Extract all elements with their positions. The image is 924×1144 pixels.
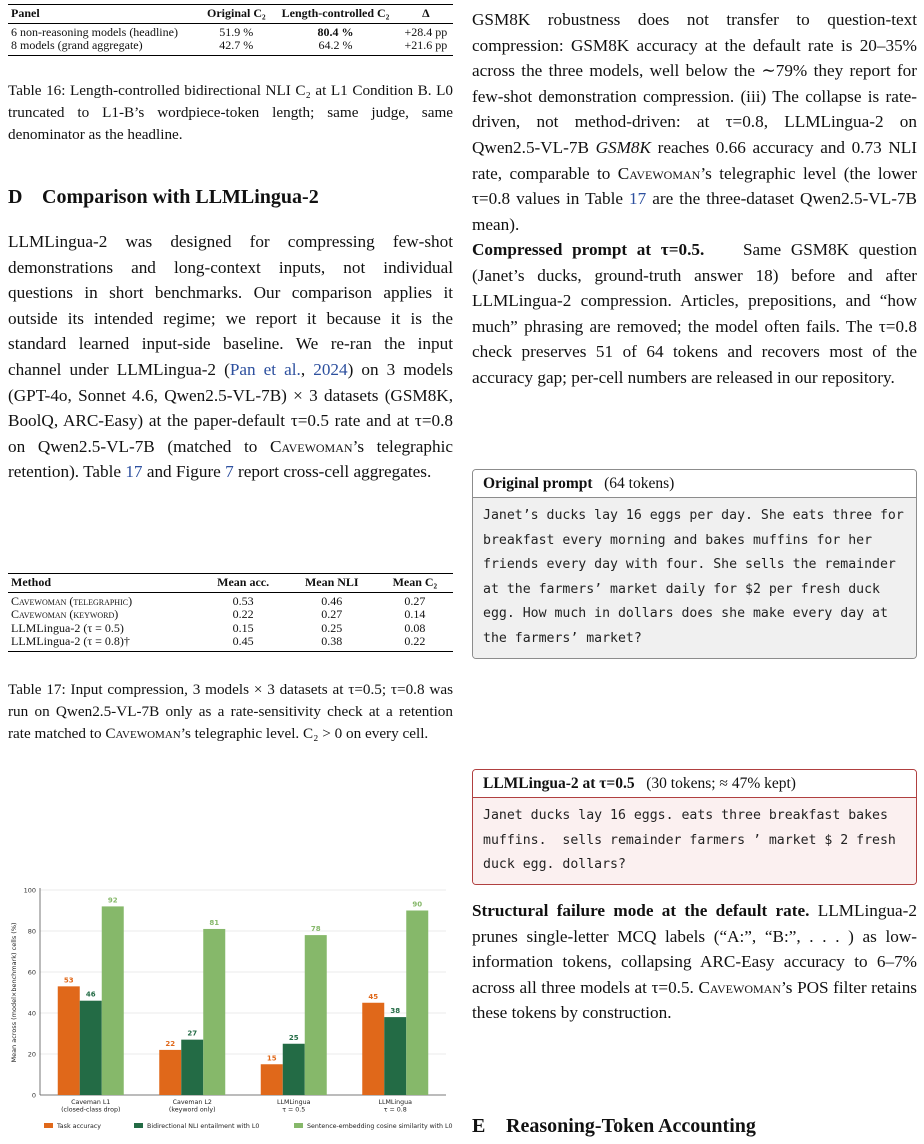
table17-header-acc: Mean acc. xyxy=(199,574,286,593)
section-d-heading xyxy=(8,184,319,210)
rate-paragraph xyxy=(472,7,917,237)
table-row xyxy=(8,592,453,608)
table17-cell: 0.15 xyxy=(232,620,254,635)
section-d-paragraph xyxy=(8,229,453,485)
table17-header-c2: Mean C₂ xyxy=(377,574,453,593)
table-17-ref-link[interactable]: 17 xyxy=(629,189,647,209)
bar xyxy=(362,1003,384,1095)
paragraph-text: ’s telegraphic retention). Table xyxy=(8,436,454,482)
y-tick-label: 40 xyxy=(27,1009,36,1018)
table16-cell: 51.9 % xyxy=(219,24,254,39)
compressed-prompt-text: Janet ducks lay 16 eggs. eats three breakfast bakes muffins. sells remainder farmers ’ market $ 2 fresh duck egg. dollars? xyxy=(473,798,916,884)
original-prompt-header xyxy=(473,470,916,498)
table16-cell: 6 non-reasoning models (headline) xyxy=(11,24,178,39)
table17-cell: 0.22 xyxy=(232,607,254,621)
bar-value-label: 53 xyxy=(63,976,74,985)
table16-header-original: Original C₂ xyxy=(200,5,272,24)
bar-value-label: 27 xyxy=(187,1029,198,1038)
table16-cell: 8 models (grand aggregate) xyxy=(8,39,200,55)
table17-cell: LLMLingua-2 (τ = 0.5) xyxy=(11,620,124,635)
table-row xyxy=(8,23,453,39)
table17-cell: 0.14 xyxy=(404,607,426,621)
bar xyxy=(102,906,124,1095)
table-row xyxy=(8,39,453,55)
bar xyxy=(283,1044,305,1095)
paragraph-text: ) on 3 models (GPT-4o, Sonnet 4.6, Qwen2.5-VL-7B) × 3 datasets (GSM8K, BoolQ, ARC-Easy) at the paper-default τ=0.5 rate and at τ=0.8 on Qwen2.5-VL-7B (matched to xyxy=(8,359,453,456)
legend-swatch xyxy=(294,1123,303,1128)
table16-header-length-controlled: Length-controlled C₂ xyxy=(272,5,398,24)
legend-swatch xyxy=(44,1123,53,1128)
bar xyxy=(80,1001,102,1095)
table17-cell: Cavewoman (telegraphic) xyxy=(11,593,133,608)
bar xyxy=(58,986,80,1095)
bar-value-label: 38 xyxy=(390,1007,401,1016)
table17-cell: 0.38 xyxy=(287,635,377,651)
caption-text: Table 17: Input compression, 3 models × 3 datasets at τ=0.5; τ=0.8 was run on Qwen2.5-VL-7B only as a rate-sensitivity check at a retention rate matched to xyxy=(8,681,453,743)
bar xyxy=(384,1017,406,1095)
original-prompt-text: Janet’s ducks lay 16 eggs per day. She eats three for breakfast every morning and bakes muffins for her friends every day with four. She sells the remainder at the farmers’ market daily for $2 per fresh duck egg. How much in dollars does she make every day at the farmers’ market? xyxy=(473,498,916,658)
x-tick-label: τ = 0.8 xyxy=(383,1106,407,1114)
paragraph-text: report cross-cell aggregates. xyxy=(233,462,432,482)
x-tick-label: Caveman L1 xyxy=(71,1099,111,1106)
box-title: LLMLingua-2 at τ=0.5 xyxy=(483,775,635,792)
x-tick-label: LLMLingua xyxy=(276,1099,311,1106)
table-row xyxy=(8,622,453,636)
table17-cell: 0.25 xyxy=(321,620,343,635)
table16-cell: 80.4 % xyxy=(317,24,354,39)
table-row xyxy=(8,635,453,651)
section-e-number: E xyxy=(472,1115,486,1137)
figure-7-bar-chart xyxy=(8,870,453,1140)
x-tick-label: τ = 0.5 xyxy=(282,1106,306,1114)
gsm8k-italic: GSM8K xyxy=(595,137,651,157)
section-e-heading xyxy=(472,1113,756,1139)
structural-failure-paragraph xyxy=(472,898,917,1026)
section-d-number: D xyxy=(8,186,23,208)
table16-caption: Table 16: Length-controlled bidirectional NLI C₂ at L1 Condition B. L0 truncated to L1-B’s wordpiece-token length; same judge, same denominator as the headline. xyxy=(8,82,453,144)
legend-label: Task accuracy xyxy=(57,1123,102,1130)
table17-header-nli: Mean NLI xyxy=(287,574,377,593)
bar xyxy=(261,1064,283,1095)
paragraph-heading: Structural failure mode at the default rate. xyxy=(472,901,810,920)
table16-header-panel: Panel xyxy=(8,5,200,24)
legend-label: Sentence-embedding cosine similarity with L0 xyxy=(307,1123,453,1130)
section-e-title: Reasoning-Token Accounting xyxy=(506,1115,756,1137)
paragraph-text: and Figure xyxy=(142,462,226,482)
citation-year-link[interactable]: 2024 xyxy=(313,359,348,379)
table17-cell: 0.53 xyxy=(232,593,254,608)
bar-value-label: 90 xyxy=(412,900,423,909)
cavewoman-name: Cavewoman xyxy=(617,163,701,183)
bar-value-label: 25 xyxy=(288,1033,299,1042)
paragraph-text: ’s POS filter retains these tokens by construction. xyxy=(472,977,917,1023)
table16-cell: 64.2 % xyxy=(272,39,398,55)
compressed-prompt-box xyxy=(472,769,917,885)
box-token-count: (30 tokens; ≈ 47% kept) xyxy=(646,775,796,792)
cavewoman-name: Cavewoman xyxy=(698,977,782,997)
x-tick-label: Caveman L2 xyxy=(172,1099,212,1106)
compressed-prompt-paragraph xyxy=(472,237,917,391)
section-d-title: Comparison with LLMLingua-2 xyxy=(42,186,319,208)
y-tick-label: 0 xyxy=(31,1091,36,1100)
paragraph-text: reaches 0.66 accuracy and 0.73 NLI rate, comparable to xyxy=(472,137,917,183)
y-tick-label: 80 xyxy=(27,927,36,936)
paragraph-text: Same GSM8K question (Janet’s ducks, ground-truth answer 18) before and after LLMLingua-2 compression. Articles, prepositions, and “how much” phrasing are removed; the model often fails. The τ=0.8 check preserves 51 of 64 tokens and recovers most of the accuracy gap; per-cell numbers are released in our repository. xyxy=(472,240,918,387)
cavewoman-name: Cavewoman xyxy=(269,436,353,456)
bar-value-label: 22 xyxy=(165,1039,176,1048)
paragraph-text: LLMLingua-2 was designed for compressing few-shot demonstrations and long-context inputs, not individual questions in short benchmarks. Our comparison applies it outside its intended regime; we report it because it is the standard learned input-side baseline. We re-ran the input channel under LLMLingua-2 ( xyxy=(8,232,453,379)
table-17 xyxy=(8,573,453,652)
x-tick-label: (keyword only) xyxy=(168,1106,216,1114)
compressed-prompt-header xyxy=(473,770,916,798)
legend-swatch xyxy=(134,1123,143,1128)
table-17-ref-link[interactable]: 17 xyxy=(125,462,143,482)
paragraph-heading: Compressed prompt at τ=0.5. xyxy=(472,240,705,259)
table17-cell: 0.46 xyxy=(321,593,343,608)
y-tick-label: 20 xyxy=(27,1050,36,1059)
bar xyxy=(159,1050,181,1095)
x-tick-label: LLMLingua xyxy=(378,1099,413,1106)
table16-header-delta: Δ xyxy=(399,5,453,24)
box-token-count: (64 tokens) xyxy=(604,475,675,492)
bar-value-label: 92 xyxy=(107,896,118,905)
paragraph-text: ’s telegraphic level (the lower τ=0.8 values in Table xyxy=(472,163,917,209)
legend-label: Bidirectional NLI entailment with L0 xyxy=(147,1123,260,1130)
bar-value-label: 15 xyxy=(266,1054,277,1063)
table17-caption xyxy=(8,679,453,746)
bar-value-label: 78 xyxy=(310,925,321,934)
table-16 xyxy=(8,4,453,56)
paragraph-text: GSM8K robustness does not transfer to question-text compression: GSM8K accuracy at the default rate is 20–35% across the three models, well below the ∼79% they report for few-shot demonstration compression. (iii) The collapse is rate-driven, not method-driven: at τ=0.8, LLMLingua-2 on Qwen2.5-VL-7B xyxy=(472,10,917,157)
box-title: Original prompt xyxy=(483,475,593,492)
citation-link[interactable]: Pan et al. xyxy=(229,359,301,379)
caption-text: ’s telegraphic level. C₂ > 0 on every cell. xyxy=(180,725,429,743)
y-axis-label: Mean across (model×benchmark) cells (%) xyxy=(10,922,18,1063)
bar xyxy=(181,1040,203,1095)
original-prompt-box xyxy=(472,469,917,659)
bar-value-label: 45 xyxy=(368,992,379,1001)
bar xyxy=(305,935,327,1095)
table17-cell: 0.08 xyxy=(404,620,426,635)
bar xyxy=(203,929,225,1095)
paragraph-text: , xyxy=(300,359,314,379)
paragraph-text: are the three-dataset Qwen2.5-VL-7B mean). xyxy=(472,189,917,234)
table17-cell: 0.27 xyxy=(404,593,426,608)
y-tick-label: 100 xyxy=(23,886,36,895)
x-tick-label: (closed-class drop) xyxy=(61,1106,121,1114)
table16-cell: +28.4 pp xyxy=(404,24,448,39)
table16-cell: +21.6 pp xyxy=(399,39,453,55)
table17-header-method: Method xyxy=(8,574,199,593)
table17-cell: 0.22 xyxy=(377,635,453,651)
paragraph-text: LLMLingua-2 prunes single-letter MCQ labels (“A:”, “B:”, . . . ) as low-information tokens, collapsing ARC-Easy accuracy to 6–7% across all three models at τ=0.5. xyxy=(472,901,917,997)
table17-cell: 0.27 xyxy=(321,607,343,621)
figure-7-ref-link[interactable]: 7 xyxy=(225,462,234,482)
table16-cell: 42.7 % xyxy=(200,39,272,55)
table-row xyxy=(8,608,453,622)
bar-value-label: 46 xyxy=(85,990,96,999)
table17-cell: Cavewoman (keyword) xyxy=(11,607,119,621)
bar-value-label: 81 xyxy=(209,918,220,927)
bar xyxy=(406,911,428,1096)
y-tick-label: 60 xyxy=(27,968,36,977)
cavewoman-name: Cavewoman xyxy=(105,725,181,743)
table17-cell: LLMLingua-2 (τ = 0.8)† xyxy=(8,635,199,651)
table17-cell: 0.45 xyxy=(199,635,286,651)
